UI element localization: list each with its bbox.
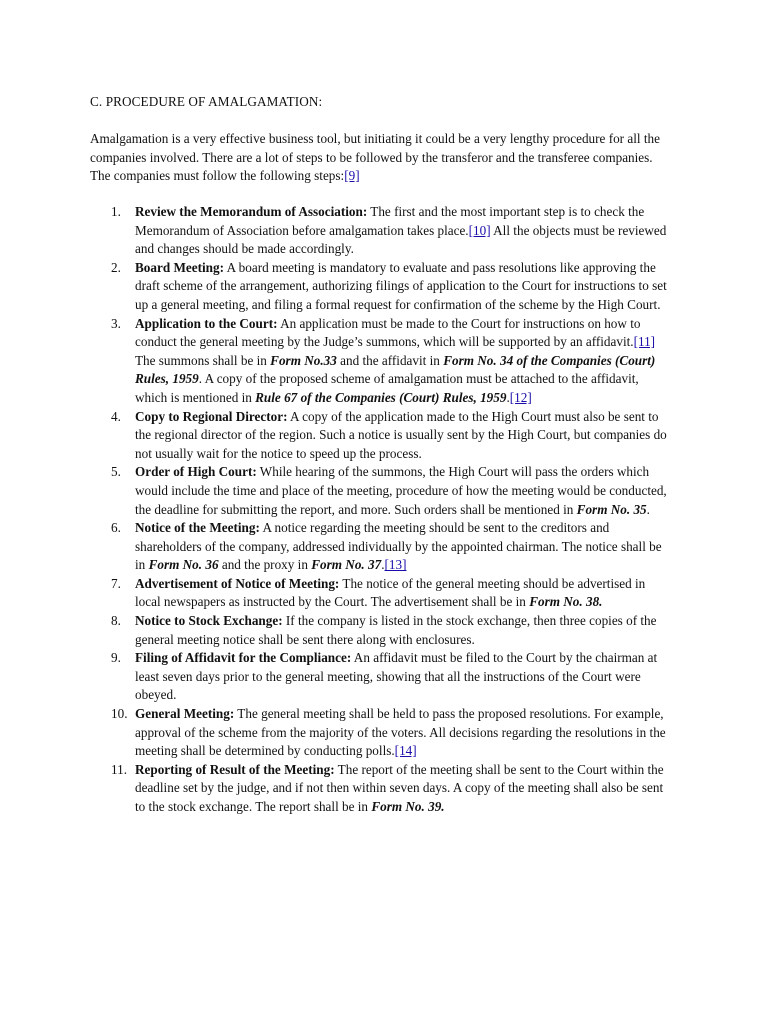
step-body xyxy=(135,575,668,612)
step-text: . xyxy=(646,501,650,517)
footnote-link-10[interactable]: [10] xyxy=(468,222,491,238)
step-body xyxy=(135,519,668,575)
list-item xyxy=(90,203,668,259)
step-text: and the proxy in xyxy=(218,557,312,573)
step-text: . xyxy=(506,389,510,405)
step-text: A copy of the application made to the High Court must also be sent to the regional director of the region. Such a notice is usually sent by the High Court, but companies do not usually wait for the notice to speed up the process. xyxy=(135,408,667,461)
list-item xyxy=(90,705,668,761)
step-body xyxy=(135,408,668,464)
step-body xyxy=(135,463,668,519)
list-item xyxy=(90,519,668,575)
step-body xyxy=(135,705,668,761)
step-body xyxy=(135,612,668,649)
step-number: 11. xyxy=(111,761,127,777)
step-text: and the affidavit in xyxy=(336,352,444,368)
step-number: 3. xyxy=(111,315,121,331)
step-body xyxy=(135,315,668,408)
step-title: General Meeting: xyxy=(135,706,235,722)
step-body xyxy=(135,649,668,705)
step-title: Review the Memorandum of Association: xyxy=(135,204,368,219)
step-title: Board Meeting: xyxy=(135,259,224,275)
step-number: 2. xyxy=(111,259,121,275)
step-number: 4. xyxy=(111,408,121,424)
footnote-link-14[interactable]: [14] xyxy=(394,743,417,759)
form-reference: Form No. 35 xyxy=(576,501,647,517)
step-title: Application to the Court: xyxy=(135,315,278,331)
step-text: The summons shall be in xyxy=(135,352,271,368)
section-heading: C. PROCEDURE OF AMALGAMATION: xyxy=(90,94,323,109)
step-title: Copy to Regional Director: xyxy=(135,408,288,424)
step-text: An application must be made to the Court for instructions on how to conduct the general meeting by the Judge’s summons, which will be supported by an affidavit. xyxy=(135,315,641,350)
step-number: 6. xyxy=(111,520,121,536)
step-text: . A copy of the proposed scheme of amalgamation must be attached to the affidavit, which is mentioned in xyxy=(135,371,639,405)
list-item xyxy=(90,315,668,408)
step-title: Notice to Stock Exchange: xyxy=(135,613,283,629)
step-title: Advertisement of Notice of Meeting: xyxy=(135,575,340,591)
footnote-link-13[interactable]: [13] xyxy=(384,557,407,573)
intro-paragraph xyxy=(90,130,668,186)
footnote-link-11[interactable]: [11] xyxy=(633,334,656,350)
list-item xyxy=(90,761,668,817)
step-text: The report of the meeting shall be sent to the Court within the deadline set by the judge, and if not then within seven days. A copy of the meeting shall also be sent to the stock exchange. The report shall be in xyxy=(135,761,664,814)
step-number: 10. xyxy=(111,706,128,722)
step-text: An affidavit must be filed to the Court by the chairman at least seven days prior to the general meeting, showing that all the instructions of the Court were obeyed. xyxy=(135,650,658,703)
list-item xyxy=(90,463,668,519)
step-text: The notice of the general meeting should be advertised in local newspapers as instructed by the Court. The advertisement shall be in xyxy=(135,575,646,610)
step-number: 5. xyxy=(111,464,121,480)
list-item xyxy=(90,649,668,705)
steps-list xyxy=(90,203,668,817)
step-text: The general meeting shall be held to pass the proposed resolutions. For example, approval of the scheme from the majority of the voters. All decisions regarding the resolutions in the meeting shall be determined by conducting polls. xyxy=(135,706,666,759)
footnote-link-12[interactable]: [12] xyxy=(509,389,532,405)
list-item xyxy=(90,575,668,612)
step-text: A notice regarding the meeting should be sent to the creditors and shareholders of the company, addressed individually by the appointed chairman. The notice shall be in xyxy=(135,520,662,573)
step-title: Order of High Court: xyxy=(135,464,257,480)
step-text: If the company is listed in the stock exchange, then three copies of the general meeting notice shall be sent there along with enclosures. xyxy=(135,613,657,647)
step-text: All the objects must be reviewed and changes should be made accordingly. xyxy=(135,222,667,257)
form-reference: Form No. 36 xyxy=(148,557,219,573)
list-item xyxy=(90,259,668,315)
step-text: A board meeting is mandatory to evaluate and pass resolutions like approving the draft scheme of the arrangement, authorizing filings of application to the Court for instructions to set up a general meeting, and filing a formal request for confirmation of the scheme by the High Court. xyxy=(135,259,667,312)
step-body xyxy=(135,761,668,817)
list-item xyxy=(90,612,668,649)
form-reference: Form No. 34 of the Companies (Court) Rules, 1959 xyxy=(135,352,656,387)
step-number: 7. xyxy=(111,575,121,591)
step-body xyxy=(135,259,668,315)
step-title: Filing of Affidavit for the Compliance: xyxy=(135,650,352,666)
form-reference: Form No. 39. xyxy=(371,799,445,814)
step-number: 1. xyxy=(111,204,121,219)
form-reference: Form No.33 xyxy=(270,352,337,368)
rule-reference: Rule 67 of the Companies (Court) Rules, 1959 xyxy=(255,389,507,405)
step-title: Reporting of Result of the Meeting: xyxy=(135,761,335,777)
footnote-link-9[interactable]: [9] xyxy=(344,168,360,184)
form-reference: Form No. 38. xyxy=(529,594,603,610)
step-title: Notice of the Meeting: xyxy=(135,520,260,536)
form-reference: Form No. 37 xyxy=(311,557,382,573)
step-number: 9. xyxy=(111,650,121,666)
step-number: 8. xyxy=(111,613,121,629)
step-text: While hearing of the summons, the High Court will pass the orders which would include the time and place of the meeting, procedure of how the meeting would be conducted, the deadline for submitting the report, and more. Such orders shall be mentioned in xyxy=(135,464,667,517)
step-text: The first and the most important step is to check the Memorandum of Association before amalgamation takes place. xyxy=(135,204,645,238)
list-item xyxy=(90,408,668,464)
intro-text: Amalgamation is a very effective business tool, but initiating it could be a very lengthy procedure for all the companies involved. There are a lot of steps to be followed by the transferor and the transferee companies. The companies must follow the following steps: xyxy=(90,131,660,184)
step-body xyxy=(135,203,668,259)
step-text: . xyxy=(381,557,385,573)
